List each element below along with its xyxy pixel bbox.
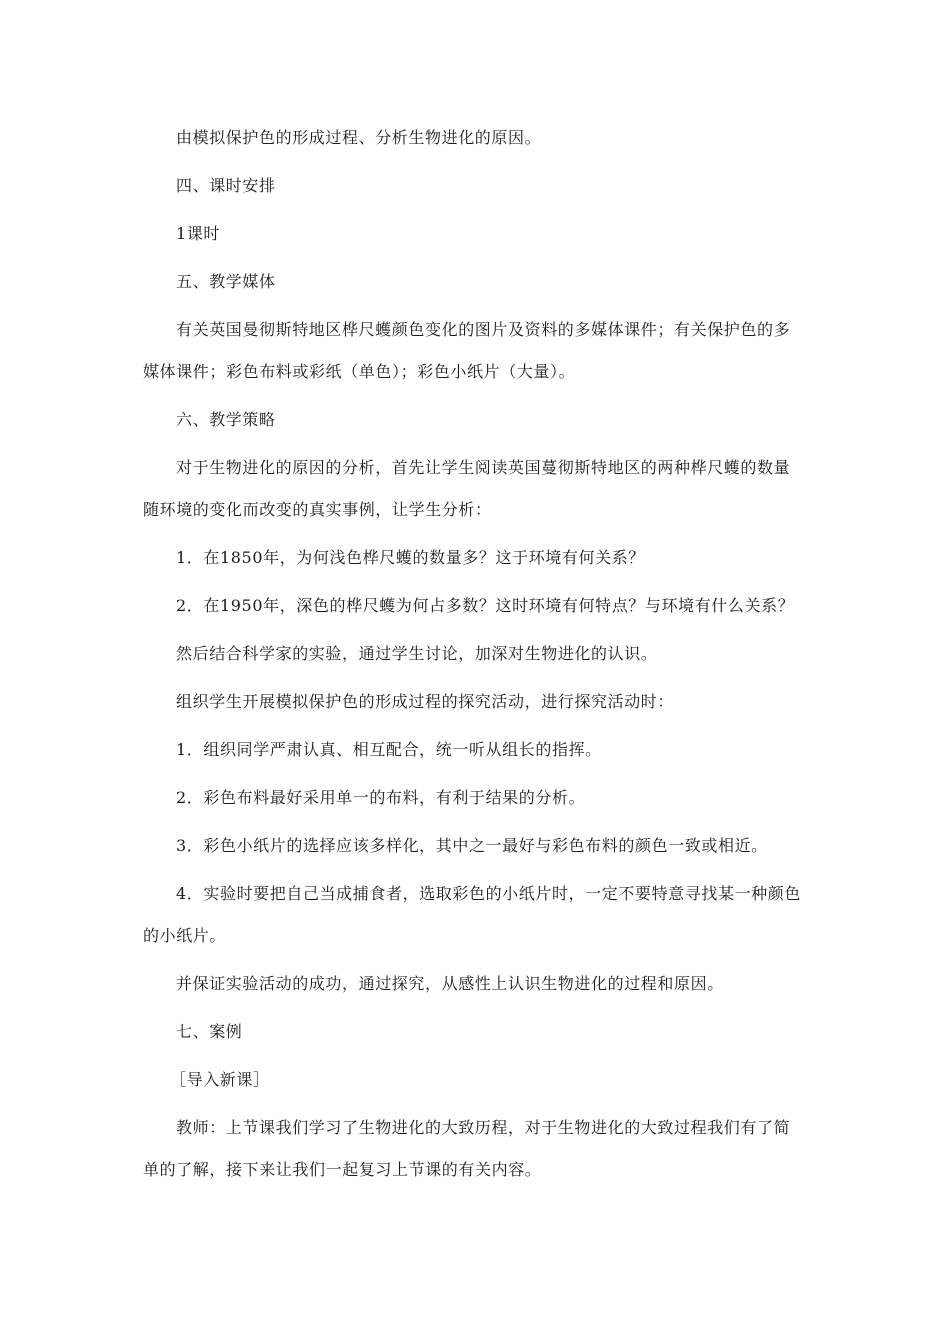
list-item: 2．彩色布料最好采用单一的布料，有利于结果的分析。 — [176, 788, 586, 807]
paragraph-line: 然后结合科学家的实验，通过学生讨论，加深对生物进化的认识。 — [176, 644, 658, 663]
paragraph-line: 对于生物进化的原因的分析，首先让学生阅读英国蔓彻斯特地区的两种桦尺蠖的数量 — [176, 458, 791, 477]
list-item: 4．实验时要把自己当成捕食者，选取彩色的小纸片时，一定不要特意寻找某一种颜色 — [176, 884, 801, 903]
section-heading-media: 五、教学媒体 — [176, 272, 276, 291]
paragraph-line: 的小纸片。 — [143, 926, 227, 945]
paragraph-line: 并保证实验活动的成功，通过探究，从感性上认识生物进化的过程和原因。 — [176, 974, 724, 993]
list-item: 2．在1950年，深色的桦尺蠖为何占多数？这时环境有何特点？与环境有什么关系？ — [176, 596, 795, 615]
section-heading-strategy: 六、教学策略 — [176, 410, 276, 429]
paragraph-line: 随环境的变化而改变的真实事例，让学生分析： — [143, 500, 492, 519]
paragraph-line: 单的了解，接下来让我们一起复习上节课的有关内容。 — [143, 1160, 542, 1179]
section-heading-case: 七、案例 — [176, 1022, 243, 1041]
paragraph-line: 由模拟保护色的形成过程、分析生物进化的原因。 — [176, 128, 542, 147]
list-item: 3．彩色小纸片的选择应该多样化，其中之一最好与彩色布料的颜色一致或相近。 — [176, 836, 768, 855]
section-heading-schedule: 四、课时安排 — [176, 176, 276, 195]
list-item: 1．组织同学严肃认真、相互配合，统一听从组长的指挥。 — [176, 740, 602, 759]
paragraph-line: 组织学生开展模拟保护色的形成过程的探究活动，进行探究活动时： — [176, 692, 675, 711]
list-item: 1．在1850年，为何浅色桦尺蠖的数量多？这于环境有何关系？ — [176, 548, 645, 567]
subsection-heading-intro: ［导入新课］ — [170, 1070, 270, 1089]
paragraph-line: 教师：上节课我们学习了生物进化的大致历程，对于生物进化的大致过程我们有了简 — [176, 1118, 791, 1137]
paragraph-line: 有关英国曼彻斯特地区桦尺蠖颜色变化的图片及资料的多媒体课件；有关保护色的多 — [176, 320, 791, 339]
paragraph-line: 1课时 — [176, 224, 220, 243]
paragraph-line: 媒体课件；彩色布料或彩纸（单色）；彩色小纸片（大量）。 — [143, 362, 576, 381]
